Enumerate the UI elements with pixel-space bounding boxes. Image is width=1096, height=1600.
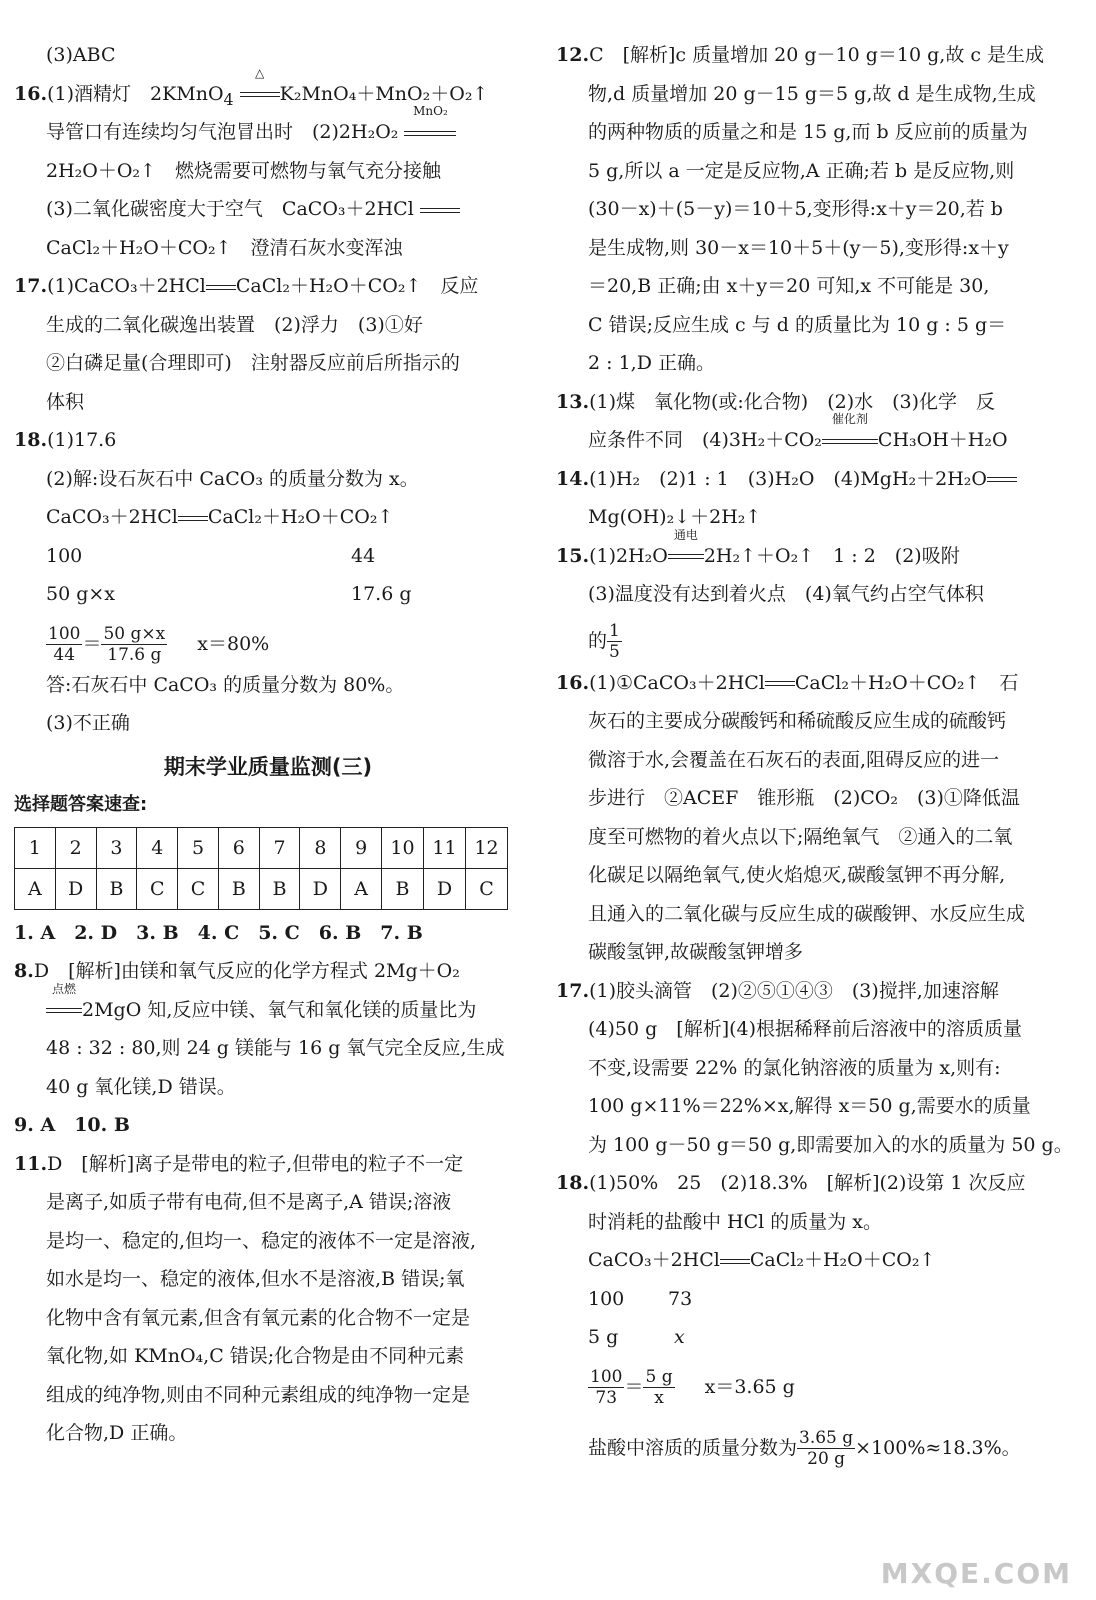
- question-12: [556, 40, 1058, 79]
- question-number: 16.: [14, 82, 48, 105]
- right-column: [556, 40, 1073, 1475]
- answer-text: 2H₂↑＋O₂↑ 1 : 2 (2)吸附: [703, 544, 960, 567]
- question-number: 8.: [14, 960, 34, 982]
- answer-text: (1)17.6: [47, 429, 117, 451]
- answer-cell: A: [15, 868, 56, 909]
- fraction: $\frac{100}{73}$: [590, 1367, 623, 1408]
- question-number-cell: 7: [259, 827, 300, 868]
- answer-line: [14, 104, 522, 156]
- answer-text: 导管口有连续均匀气泡冒出时 (2)2H₂O₂: [46, 121, 399, 143]
- answer-text: 应条件不同 (4)3H₂＋CO₂: [588, 429, 822, 451]
- answer-cell: B: [218, 868, 259, 909]
- reaction-arrow: [668, 527, 704, 571]
- answer-line: 碳酸氢钾,故碳酸氢钾增多: [588, 941, 804, 963]
- answer-text: CaCl₂＋H₂O＋CO₂↑ 反应: [235, 275, 479, 297]
- answer-text: (1)①CaCO₃＋2HCl: [589, 671, 765, 694]
- answer-line: [556, 618, 1058, 668]
- question-15: [556, 527, 1058, 580]
- answer-line: (30－x)＋(5－y)＝10＋5,变形得:x＋y＝20,若 b: [588, 198, 1003, 220]
- answer-cell: D: [300, 868, 341, 909]
- question-number: 16.: [556, 671, 590, 694]
- reaction-arrow: [765, 668, 795, 698]
- answer-text: (1)2H₂O: [589, 544, 668, 567]
- equals-sign: ＝: [624, 1375, 644, 1398]
- answer-line: [556, 412, 1058, 464]
- answer-line: 度至可燃物的着火点以下;隔绝氧气 ②通入的二氧: [588, 825, 1013, 848]
- molar-mass: 100: [588, 1287, 625, 1310]
- answer-line: 物,d 质量增加 20 g－15 g＝5 g,故 d 是生成物,生成: [588, 82, 1036, 105]
- question-number-cell: 9: [341, 827, 382, 868]
- reaction-arrow: [420, 194, 460, 224]
- question-17: [14, 271, 522, 310]
- reaction-arrow: [240, 65, 280, 109]
- answer-line: 100 g×11%＝22%×x,解得 x＝50 g,需要水的质量: [588, 1095, 1031, 1117]
- reaction-arrow: [987, 464, 1017, 494]
- proportion-line: [14, 618, 522, 670]
- answer-line: 1. A 2. D 3. B 4. C 5. C 6. B 7. B: [14, 921, 423, 944]
- answer-line: 是均一、稳定的,但均一、稳定的液体不一定是溶液,: [46, 1229, 477, 1252]
- question-14: [556, 464, 1058, 503]
- answer-line: 且通入的二氧化碳与反应生成的碳酸钾、水反应生成: [588, 902, 1026, 925]
- question-number-cell: 4: [137, 827, 178, 868]
- answer-text: D [解析]离子是带电的粒子,但带电的粒子不一定: [47, 1152, 464, 1175]
- answer-text: (1)煤 氧化物(或:化合物) (2)水 (3)化学 反: [589, 390, 996, 413]
- equation-line: [14, 541, 522, 580]
- reaction-condition: 通电: [673, 527, 698, 542]
- reaction-arrow: [822, 412, 878, 455]
- mass-value: 17.6 g: [351, 583, 412, 605]
- result: x＝80%: [197, 632, 270, 655]
- answer-text: (1)50% 25 (2)18.3% [解析](2)设第 1 次反应: [589, 1172, 1026, 1194]
- answer-cell: B: [382, 868, 424, 909]
- answer-cell: D: [55, 868, 96, 909]
- section-title: 期末学业质量监测(三): [163, 754, 373, 779]
- question-16: [556, 668, 1058, 707]
- answer-cell: A: [341, 868, 382, 909]
- question-18: [556, 1168, 1058, 1207]
- reaction-arrow: [46, 981, 82, 1025]
- answer-line: 化物中含有氧元素,但含有氧元素的化合物不一定是: [46, 1306, 471, 1329]
- question-number: 12.: [556, 44, 590, 66]
- question-number-cell: 1: [15, 827, 56, 868]
- mass-value: x: [674, 1326, 685, 1348]
- left-column: [14, 40, 522, 1457]
- equation-line: [14, 502, 522, 541]
- answer-line: 9. A 10. B: [14, 1114, 130, 1136]
- fraction: $\frac{50 g\times x}{17.6 g}$: [103, 624, 166, 665]
- answer-line: 时消耗的盐酸中 HCl 的质量为 x。: [588, 1210, 883, 1233]
- reaction-arrow: [206, 271, 236, 301]
- molar-mass: 100: [46, 544, 83, 567]
- reaction-condition: 点燃: [51, 981, 76, 996]
- answer-cell: C: [178, 868, 219, 909]
- answer-line: 48 : 32 : 80,则 24 g 镁能与 16 g 氧气完全反应,生成: [46, 1037, 505, 1059]
- answer-text: CaCl₂＋H₂O＋CO₂↑: [207, 506, 394, 528]
- answer-line: Mg(OH)₂↓＋2H₂↑: [588, 506, 762, 528]
- answer-line: C 错误;反应生成 c 与 d 的质量比为 10 g : 5 g＝: [588, 313, 1007, 336]
- reaction-condition: △: [255, 65, 265, 80]
- answer-text: CaCO₃＋2HCl: [46, 506, 178, 528]
- table-row-numbers: [15, 827, 508, 868]
- answer-line: 组成的纯净物,则由不同种元素组成的纯净物一定是: [46, 1383, 471, 1406]
- question-number: 18.: [556, 1172, 590, 1194]
- reaction-arrow: [404, 104, 456, 147]
- answer-line: ＝20,B 正确;由 x＋y＝20 可知,x 不可能是 30,: [588, 275, 990, 297]
- watermark: MXQE.COM: [880, 1557, 1072, 1590]
- question-number: 15.: [556, 544, 590, 567]
- answer-line: 为 100 g－50 g＝50 g,即需要加入的水的质量为 50 g。: [588, 1133, 1073, 1156]
- equation-line: [556, 1284, 1058, 1323]
- answer-text: CH₃OH＋H₂O: [877, 429, 1008, 451]
- question-number-cell: 12: [465, 827, 507, 868]
- answer-cell: C: [137, 868, 178, 909]
- answer-text: D [解析]由镁和氧气反应的化学方程式 2Mg＋O₂: [33, 960, 460, 982]
- question-number-cell: 3: [96, 827, 137, 868]
- answer-line: 40 g 氧化镁,D 错误。: [46, 1075, 236, 1098]
- answer-line: 是生成物,则 30－x＝10＋5＋(y－5),变形得:x＋y: [588, 236, 1009, 259]
- question-number-cell: 6: [218, 827, 259, 868]
- answer-text: CaCl₂＋H₂O＋CO₂↑: [749, 1249, 936, 1271]
- question-number-cell: 10: [382, 827, 424, 868]
- question-number-cell: 11: [423, 827, 465, 868]
- answer-text: (1)酒精灯 2KMnO: [47, 82, 224, 105]
- equation-line: [556, 1245, 1058, 1284]
- fraction: $\frac{1}{5}$: [609, 621, 620, 662]
- question-13: [556, 387, 1058, 426]
- answer-line: [556, 1421, 1058, 1475]
- equals-sign: ＝: [82, 632, 102, 655]
- answer-line: 体积: [46, 390, 85, 413]
- answer-line: (3)ABC: [46, 44, 116, 66]
- answer-line: 生成的二氧化碳逸出装置 (2)浮力 (3)①好: [46, 313, 423, 336]
- answer-line: 2H₂O＋O₂↑ 燃烧需要可燃物与氧气充分接触: [46, 159, 441, 182]
- question-18: [14, 425, 522, 464]
- answer-line: [14, 194, 522, 233]
- answer-cell: C: [465, 868, 507, 909]
- answer-line: (2)解:设石灰石中 CaCO₃ 的质量分数为 x。: [46, 467, 419, 490]
- question-number: 13.: [556, 390, 590, 413]
- question-number-cell: 8: [300, 827, 341, 868]
- answer-line: 答:石灰石中 CaCO₃ 的质量分数为 80%。: [46, 673, 405, 696]
- equation-line: [556, 1322, 1058, 1361]
- answer-line: 微溶于水,会覆盖在石灰石的表面,阻碍反应的进一: [588, 748, 1000, 771]
- answer-table: [14, 827, 508, 910]
- answer-line: 化碳足以隔绝氧气,使火焰熄灭,碳酸氢钾不再分解,: [588, 864, 1006, 886]
- molar-mass: 73: [668, 1287, 693, 1310]
- answer-text: (1)H₂ (2)1 : 1 (3)H₂O (4)MgH₂＋2H₂O: [589, 467, 987, 490]
- equation-line: [14, 579, 522, 618]
- answer-cell: D: [423, 868, 465, 909]
- fraction: $\frac{100}{44}$: [48, 624, 81, 665]
- answer-line: CaCl₂＋H₂O＋CO₂↑ 澄清石灰水变浑浊: [46, 236, 403, 259]
- answer-text: CaCl₂＋H₂O＋CO₂↑ 石: [794, 671, 1019, 694]
- question-number: 17.: [556, 979, 590, 1002]
- answer-line: 如水是均一、稳定的液体,但水不是溶液,B 错误;氧: [46, 1268, 465, 1290]
- question-number: 18.: [14, 429, 48, 451]
- question-17: [556, 976, 1058, 1015]
- fraction: $\frac{5 g}{x}$: [645, 1367, 673, 1408]
- question-number: 14.: [556, 467, 590, 490]
- answer-text: (1)CaCO₃＋2HCl: [47, 275, 206, 297]
- answer-cell: B: [96, 868, 137, 909]
- question-number: 11.: [14, 1152, 48, 1175]
- answer-line: 步进行 ②ACEF 锥形瓶 (2)CO₂ (3)①降低温: [588, 787, 1020, 809]
- answer-line: (3)温度没有达到着火点 (4)氧气约占空气体积: [588, 583, 984, 605]
- reaction-condition: MnO₂: [413, 104, 448, 118]
- answer-text: K₂MnO₄＋MnO₂＋O₂↑: [279, 82, 489, 105]
- question-number: 17.: [14, 275, 48, 297]
- reaction-arrow: [720, 1245, 750, 1275]
- answer-line: 化合物,D 正确。: [46, 1422, 188, 1444]
- result: x＝3.65 g: [704, 1375, 795, 1398]
- question-number-cell: 2: [55, 827, 96, 868]
- answer-text: 盐酸中溶质的质量分数为: [588, 1436, 798, 1459]
- answer-line: (3)不正确: [46, 712, 130, 734]
- answer-line: 氧化物,如 KMnO₄,C 错误;化合物是由不同种元素: [46, 1345, 465, 1367]
- question-8: [14, 956, 522, 995]
- answer-line: 是离子,如质子带有电荷,但不是离子,A 错误;溶液: [46, 1191, 452, 1213]
- answer-text: CaCO₃＋2HCl: [588, 1249, 720, 1271]
- mass-value: 50 g×x: [46, 583, 116, 605]
- reaction-condition: 催化剂: [831, 412, 868, 426]
- answer-line: 5 g,所以 a 一定是反应物,A 正确;若 b 是反应物,则: [588, 159, 1015, 182]
- quick-answer-heading: 选择题答案速查:: [14, 793, 148, 815]
- question-number-cell: 5: [178, 827, 219, 868]
- answer-text: (1)胶头滴管 (2)②⑤①④③ (3)搅拌,加速溶解: [589, 979, 999, 1002]
- answer-line: 灰石的主要成分碳酸钙和稀硫酸反应生成的硫酸钙: [588, 710, 1007, 732]
- fraction: $\frac{3.65 g}{20 g}$: [799, 1428, 854, 1469]
- answer-line: ②白磷足量(合理即可) 注射器反应前后所指示的: [46, 352, 460, 374]
- proportion-line: [556, 1361, 1058, 1415]
- answer-text: C [解析]c 质量增加 20 g－10 g＝10 g,故 c 是生成: [589, 44, 1045, 66]
- answer-line: 2 : 1,D 正确。: [588, 352, 715, 374]
- table-row-answers: [15, 868, 508, 909]
- mass-value: 5 g: [588, 1326, 619, 1348]
- reaction-arrow: [178, 502, 208, 532]
- answer-cell: B: [259, 868, 300, 909]
- molar-mass: 44: [351, 544, 376, 567]
- answer-text: ×100%≈18.3%。: [855, 1436, 1021, 1459]
- answer-line: 的两种物质的质量之和是 15 g,而 b 反应前的质量为: [588, 121, 1028, 143]
- answer-text: 的: [588, 629, 608, 652]
- subscript: 4: [223, 89, 234, 109]
- answer-line: (4)50 g [解析](4)根据稀释前后溶液中的溶质质量: [588, 1018, 1023, 1040]
- answer-line: 不变,设需要 22% 的氯化钠溶液的质量为 x,则有:: [588, 1056, 1001, 1079]
- answer-text: 2MgO 知,反应中镁、氧气和氧化镁的质量比为: [82, 998, 477, 1021]
- answer-text: (3)二氧化碳密度大于空气 CaCO₃＋2HCl: [46, 198, 414, 220]
- answer-line: [14, 981, 522, 1034]
- question-11: [14, 1149, 522, 1188]
